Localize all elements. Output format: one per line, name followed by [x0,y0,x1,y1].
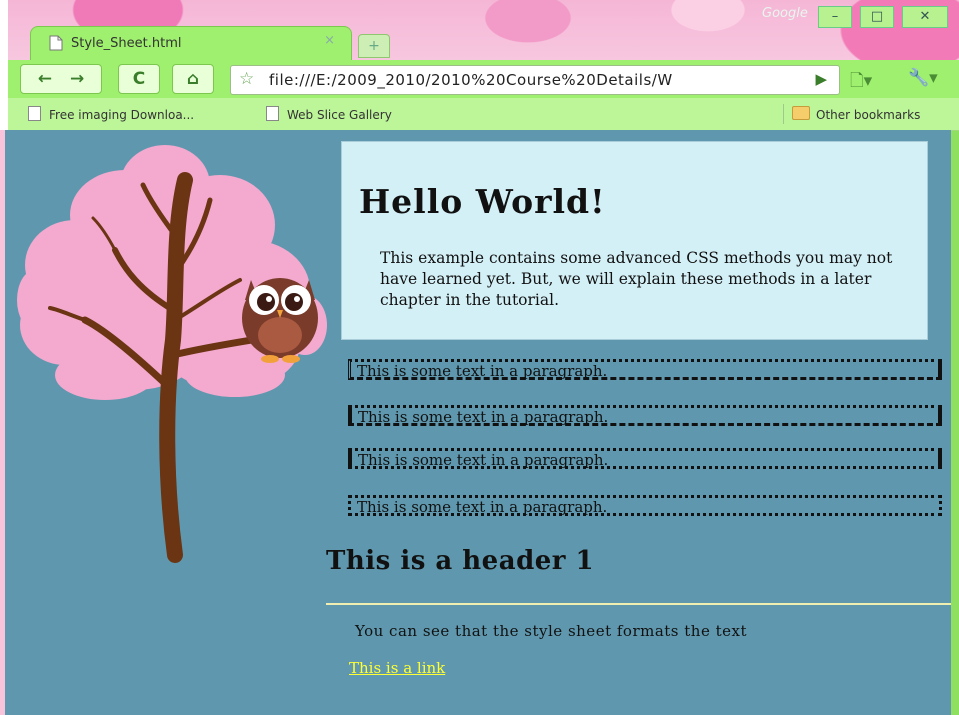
hello-title: Hello World! [359,182,606,221]
sample-link[interactable]: This is a link [349,659,446,677]
minimize-button[interactable]: – [818,6,852,28]
folder-icon [792,106,810,120]
other-bookmarks-label: Other bookmarks [816,108,921,122]
hello-description: This example contains some advanced CSS methods you may not have learned yet. But, we will explain these methods in a later chapter in the tutorial. [380,249,893,309]
reload-button[interactable] [118,64,160,94]
bookmarks-divider [783,104,784,124]
cherry-tree-illustration [15,140,335,565]
bookmark-label: Free imaging Downloa... [49,108,195,122]
new-tab-button[interactable]: + [358,34,390,58]
document-icon [49,35,63,51]
bookmark-item[interactable] [266,106,392,122]
info-text: You can see that the style sheet formats the text [355,622,747,640]
horizontal-rule [326,603,951,605]
reload-icon: C [132,69,146,89]
home-button[interactable] [172,64,214,94]
title-bar [8,0,959,60]
web-page-content [5,130,951,715]
navigation-toolbar [8,60,959,98]
other-bookmarks-button[interactable] [792,106,920,122]
maximize-button[interactable]: □ [860,6,894,28]
document-icon [266,106,279,121]
forward-icon[interactable]: → [69,69,85,89]
hello-world-box [341,141,928,340]
back-icon[interactable]: ← [37,69,53,89]
address-bar[interactable] [230,65,840,95]
styled-paragraph: This is some text in a paragraph. [348,405,942,426]
address-url[interactable]: file:///E:/2009_2010/2010%20Course%20Details/W [269,71,673,89]
bookmark-item[interactable] [28,106,194,122]
tools-menu-icon[interactable]: 🔧▾ [908,68,938,88]
tab-close-button[interactable]: × [324,33,335,48]
styled-paragraph: This is some text in a paragraph. [348,495,942,516]
tab-style-sheet[interactable] [30,26,352,61]
header-1: This is a header 1 [326,546,595,576]
styled-paragraph: This is some text in a paragraph. [348,359,942,380]
page-menu-icon[interactable]: 🗋▾ [850,71,873,91]
styled-paragraph: This is some text in a paragraph. [348,448,942,469]
home-icon: ⌂ [186,69,200,89]
back-forward-buttons[interactable] [20,64,102,94]
bookmark-label: Web Slice Gallery [287,108,392,122]
bookmarks-bar [8,98,959,131]
document-icon [28,106,41,121]
bookmark-star-icon[interactable]: ☆ [239,69,255,89]
brand-label: Google [762,6,808,21]
go-icon[interactable]: ▶ [815,70,827,88]
close-window-button[interactable]: ✕ [902,6,948,28]
tab-title: Style_Sheet.html [71,36,182,51]
